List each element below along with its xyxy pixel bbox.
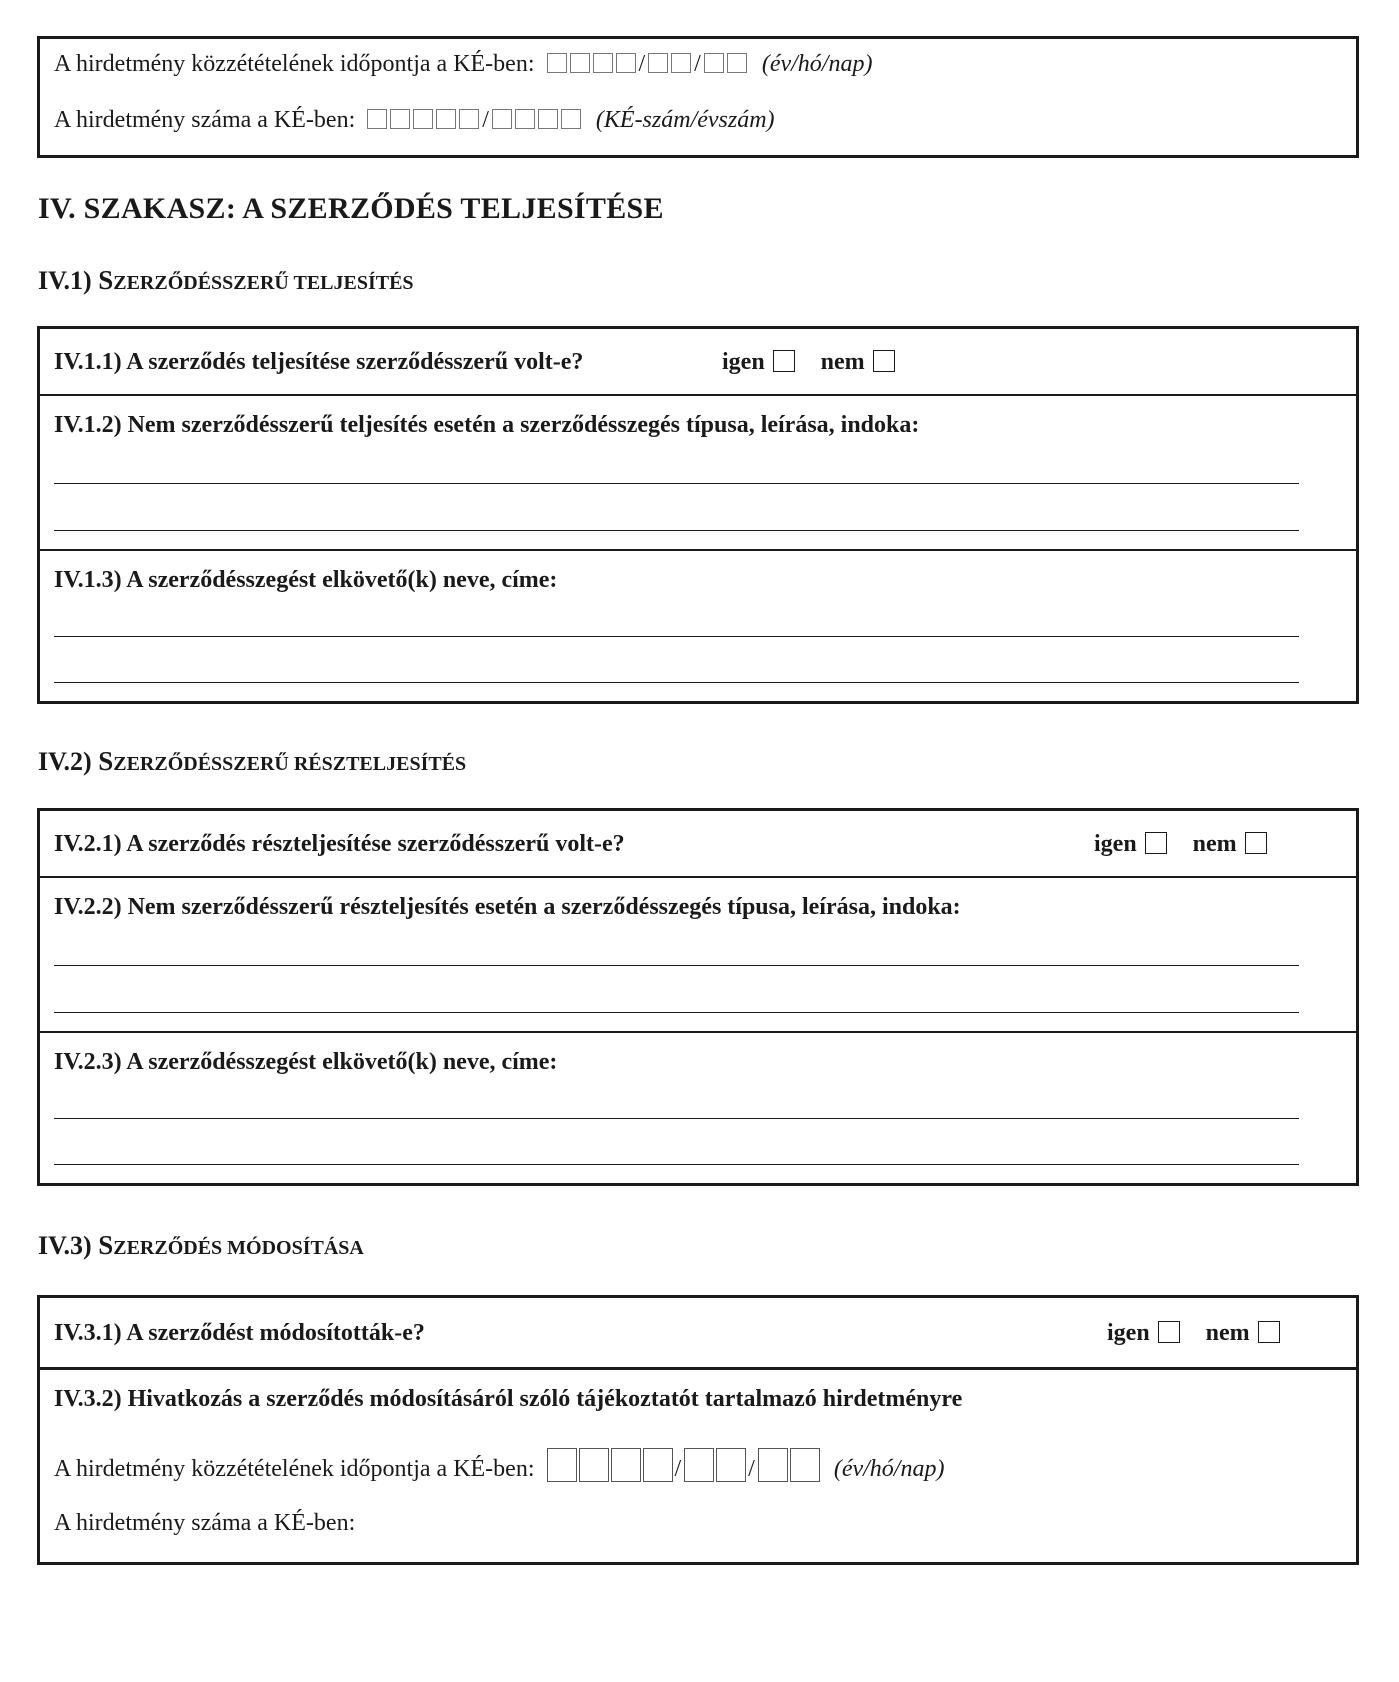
divider <box>40 1031 1356 1033</box>
answer-line[interactable] <box>54 682 1299 683</box>
top-number-row: A hirdetmény száma a KÉ-ben: / (KÉ-szám/évszám) <box>54 107 775 133</box>
iv3-date-day-boxes[interactable] <box>758 1448 822 1483</box>
answer-line[interactable] <box>54 1118 1299 1119</box>
iv3-box <box>37 1295 1359 1565</box>
iv3-date-label: A hirdetmény közzétételének időpontja a KÉ-ben: <box>54 1456 535 1482</box>
top-date-day-boxes[interactable] <box>704 51 750 78</box>
iv3-date-hint: (év/hó/nap) <box>833 1456 945 1482</box>
top-number-year-boxes[interactable] <box>492 107 584 134</box>
top-date-row: A hirdetmény közzétételének időpontja a KÉ-ben: / / (év/hó/nap) <box>54 51 873 77</box>
answer-line[interactable] <box>54 965 1299 966</box>
q-iv-1-3: IV.1.3) A szerződésszegést elkövető(k) neve, címe: <box>54 567 558 593</box>
iv1-box <box>37 326 1359 704</box>
q-iv-1-1: IV.1.1) A szerződés teljesítése szerződésszerű volt-e? <box>54 349 584 375</box>
no-checkbox[interactable] <box>1258 1321 1280 1343</box>
q-iv-2-2: IV.2.2) Nem szerződésszerű részteljesítés esetén a szerződésszegés típusa, leírása, indoka: <box>54 894 961 920</box>
no-label: nem <box>820 349 865 375</box>
q-iv-2-1: IV.2.1) A szerződés részteljesítése szerződésszerű volt-e? <box>54 831 625 857</box>
answer-line[interactable] <box>54 636 1299 637</box>
answer-line[interactable] <box>54 1012 1299 1013</box>
no-checkbox[interactable] <box>1245 832 1267 854</box>
iv-1-1-options <box>722 349 895 376</box>
yes-label: igen <box>1094 831 1137 857</box>
yes-label: igen <box>722 349 765 375</box>
no-label: nem <box>1205 1320 1250 1346</box>
iv3-date-row: A hirdetmény közzétételének időpontja a KÉ-ben: / / (év/hó/nap) <box>54 1448 944 1483</box>
yes-checkbox[interactable] <box>1158 1321 1180 1343</box>
subsection-heading-iv3: IV.3) SZERZŐDÉS MÓDOSÍTÁSA <box>38 1230 364 1260</box>
top-date-month-boxes[interactable] <box>648 51 694 78</box>
answer-line[interactable] <box>54 1164 1299 1165</box>
q-iv-3-1: IV.3.1) A szerződést módosították-e? <box>54 1320 425 1346</box>
divider <box>40 394 1356 396</box>
top-notice-box <box>37 36 1359 158</box>
top-date-year-boxes[interactable] <box>547 51 639 78</box>
iv-3-1-options <box>1107 1320 1280 1347</box>
top-date-label: A hirdetmény közzétételének időpontja a KÉ-ben: <box>54 51 535 77</box>
no-label: nem <box>1192 831 1237 857</box>
iv3-date-year-boxes[interactable] <box>547 1448 675 1483</box>
no-checkbox[interactable] <box>873 350 895 372</box>
divider <box>40 876 1356 878</box>
yes-checkbox[interactable] <box>773 350 795 372</box>
answer-line[interactable] <box>54 530 1299 531</box>
answer-line[interactable] <box>54 483 1299 484</box>
top-number-label: A hirdetmény száma a KÉ-ben: <box>54 107 356 133</box>
q-iv-3-2: IV.3.2) Hivatkozás a szerződés módosításáról szóló tájékoztatót tartalmazó hirdetményre <box>54 1386 963 1412</box>
top-number-hint: (KÉ-szám/évszám) <box>595 107 775 133</box>
top-date-hint: (év/hó/nap) <box>761 51 873 77</box>
divider <box>40 549 1356 551</box>
top-number-ke-boxes[interactable] <box>367 107 482 134</box>
section-title: IV. SZAKASZ: A SZERZŐDÉS TELJESÍTÉSE <box>38 192 664 225</box>
iv-2-1-options <box>1094 831 1267 858</box>
subsection-heading-iv2: IV.2) SZERZŐDÉSSZERŰ RÉSZTELJESÍTÉS <box>38 746 467 776</box>
q-iv-1-2: IV.1.2) Nem szerződésszerű teljesítés esetén a szerződésszegés típusa, leírása, indoka: <box>54 412 920 438</box>
divider <box>40 1367 1356 1370</box>
q-iv-2-3: IV.2.3) A szerződésszegést elkövető(k) neve, címe: <box>54 1049 558 1075</box>
iv2-box <box>37 808 1359 1186</box>
yes-checkbox[interactable] <box>1145 832 1167 854</box>
yes-label: igen <box>1107 1320 1150 1346</box>
iv3-number-label: A hirdetmény száma a KÉ-ben: <box>54 1510 356 1536</box>
subsection-heading-iv1: IV.1) SZERZŐDÉSSZERŰ TELJESÍTÉS <box>38 265 414 295</box>
iv3-date-month-boxes[interactable] <box>684 1448 748 1483</box>
